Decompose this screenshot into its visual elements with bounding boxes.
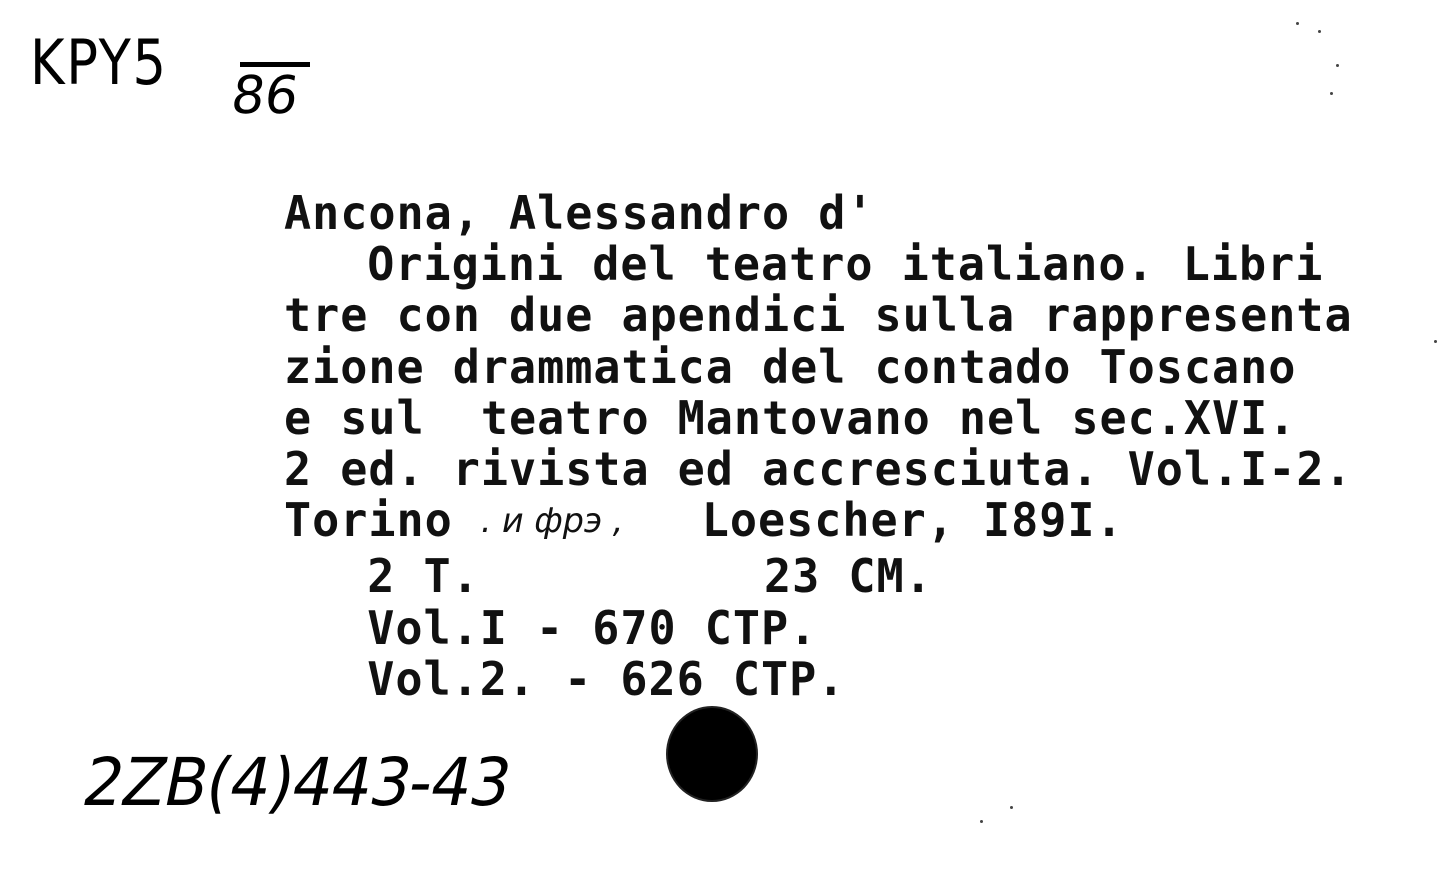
dust-speck bbox=[1296, 22, 1299, 25]
edition-line: 2 ed. rivista ed accresciuta. Vol.I-2. bbox=[284, 442, 1353, 497]
volume-count: 2 T. bbox=[367, 549, 480, 604]
title-line: zione drammatica del contado Toscano bbox=[284, 339, 1297, 394]
title-line: Origini del teatro italiano. Libri bbox=[367, 237, 1324, 292]
handwritten-call-number: 2ZB(4)443-43 bbox=[76, 744, 518, 821]
dust-speck bbox=[1010, 806, 1013, 809]
pagination-line: Vol.I - 670 CTP. bbox=[367, 600, 818, 655]
physical-description bbox=[284, 551, 1353, 602]
book-size: 23 CM. bbox=[763, 549, 933, 604]
author-heading: Ancona, Alessandro d' bbox=[284, 186, 875, 240]
card-punch-hole bbox=[668, 708, 756, 800]
dust-speck bbox=[1336, 64, 1339, 67]
title-line: tre con due apendici sulla rappresenta bbox=[284, 288, 1353, 343]
handwritten-place-note: . и фрэ , bbox=[480, 501, 624, 542]
title-line: e sul teatro Mantovano nel sec.XVI. bbox=[284, 390, 1297, 445]
dust-speck bbox=[1330, 92, 1333, 95]
shelf-mark: KPY5 bbox=[30, 26, 168, 99]
dust-speck bbox=[1434, 340, 1437, 343]
dust-speck bbox=[1318, 30, 1321, 33]
bibliographic-entry bbox=[284, 188, 1374, 705]
publisher-year: Loescher, I89I. bbox=[701, 493, 1124, 548]
shelf-mark-subnumber: 86 bbox=[227, 66, 303, 126]
place-of-publication: Torino bbox=[284, 493, 453, 548]
dust-speck bbox=[980, 820, 983, 823]
imprint-line bbox=[284, 495, 1353, 551]
pagination-line: Vol.2. - 626 CTP. bbox=[367, 651, 846, 706]
